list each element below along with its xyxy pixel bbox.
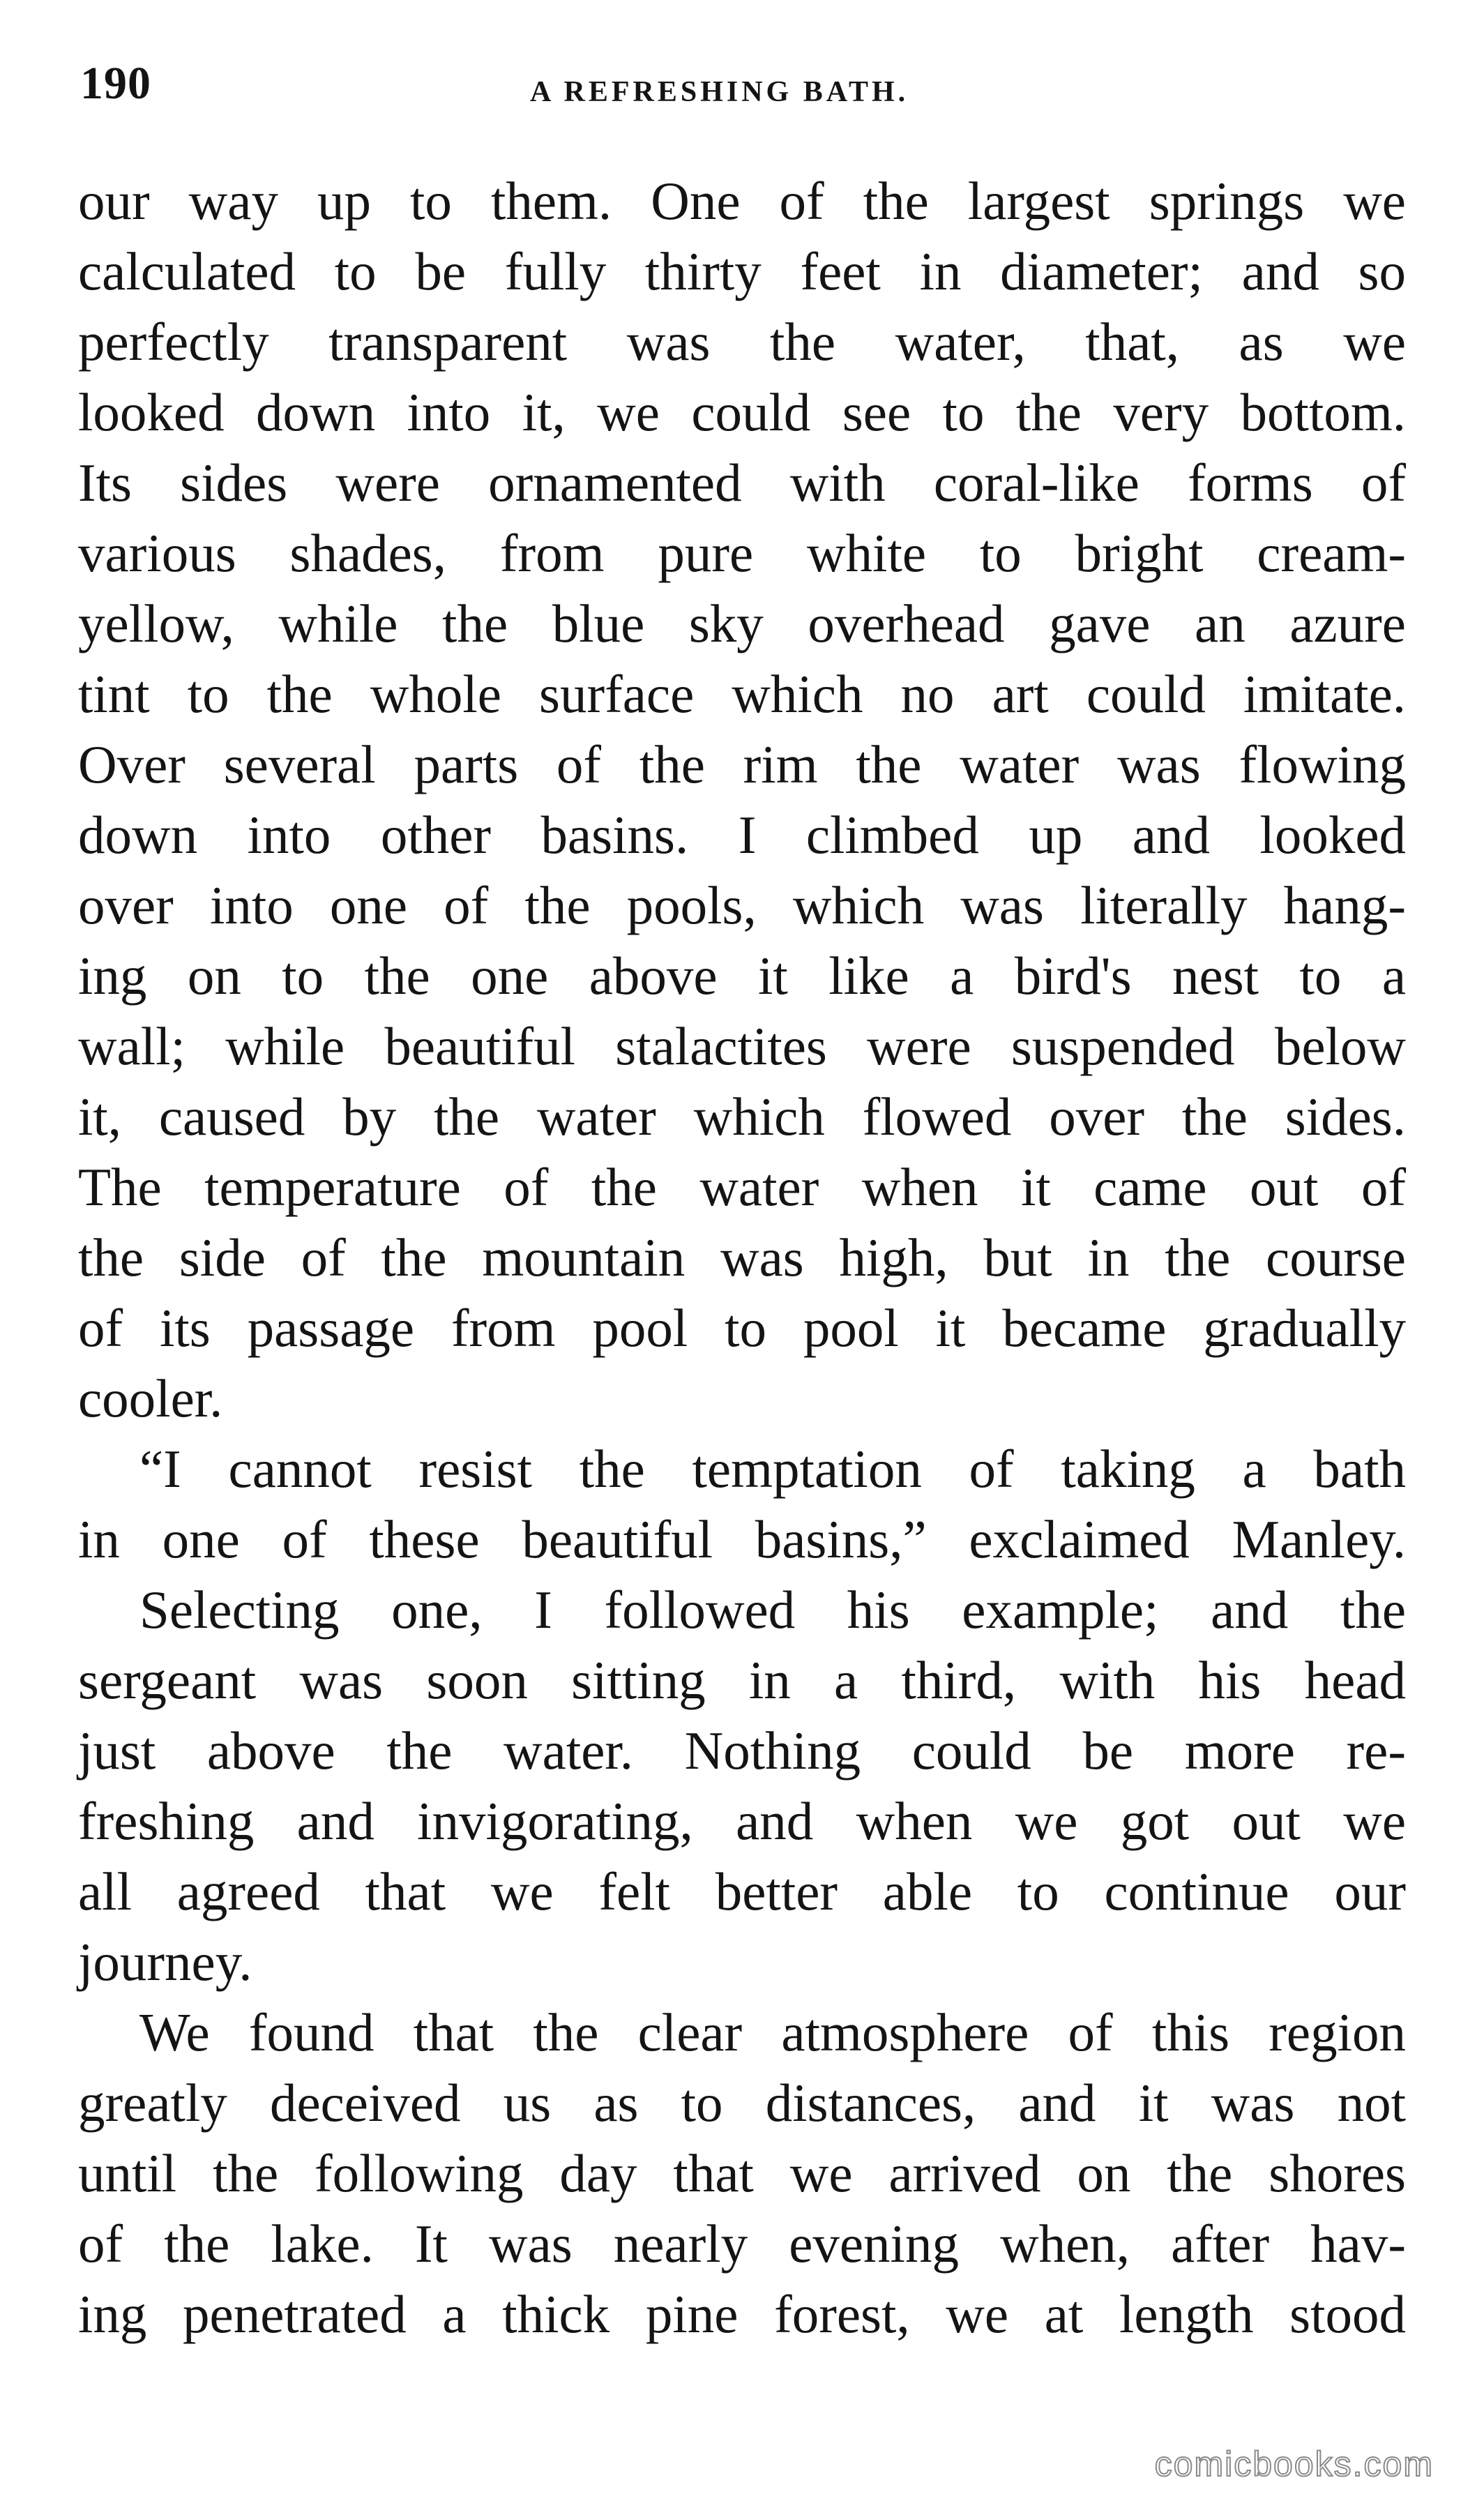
text-line: greatly deceived us as to distances, and it was not xyxy=(78,2073,1406,2133)
text-line: down into other basins. I climbed up and looked xyxy=(78,805,1406,865)
text-line: of its passage from pool to pool it became gradually xyxy=(78,1298,1406,1358)
text-line: just above the water. Nothing could be more re- xyxy=(78,1721,1406,1781)
text-line: ing on to the one above it like a bird's nest to a xyxy=(78,946,1406,1006)
text-line: freshing and invigorating, and when we got out we xyxy=(78,1791,1406,1851)
text-line: “I cannot resist the temptation of taking a bath xyxy=(139,1439,1406,1499)
text-line: in one of these beautiful basins,” exclaimed Manley. xyxy=(78,1509,1406,1569)
text-line: of the lake. It was nearly evening when, after hav- xyxy=(78,2214,1406,2274)
text-line: calculated to be fully thirty feet in diameter; and so xyxy=(78,241,1406,301)
text-line: perfectly transparent was the water, that, as we xyxy=(78,312,1406,372)
text-line: We found that the clear atmosphere of this region xyxy=(139,2002,1406,2062)
text-line: looked down into it, we could see to the very bottom. xyxy=(78,382,1406,442)
body-text xyxy=(78,166,1406,2350)
running-title: A REFRESHING BATH. xyxy=(530,76,909,108)
page-number: 190 xyxy=(80,58,151,109)
text-line: our way up to them. One of the largest springs we xyxy=(78,171,1406,231)
text-line: the side of the mountain was high, but in the course xyxy=(78,1227,1406,1287)
text-line: wall; while beautiful stalactites were suspended below xyxy=(78,1016,1406,1076)
text-line: Its sides were ornamented with coral-like forms of xyxy=(78,453,1406,513)
watermark: comicbooks.com xyxy=(1154,2445,1434,2484)
text-line: cooler. xyxy=(78,1368,223,1428)
text-line: all agreed that we felt better able to continue our xyxy=(78,1861,1406,1921)
text-line: Over several parts of the rim the water was flowing xyxy=(78,734,1406,794)
text-line: until the following day that we arrived on the shores xyxy=(78,2143,1406,2203)
text-line: sergeant was soon sitting in a third, with his head xyxy=(78,1650,1406,1710)
text-line: ing penetrated a thick pine forest, we at length stood xyxy=(78,2284,1406,2344)
text-line: over into one of the pools, which was literally hang- xyxy=(78,875,1406,935)
text-line: The temperature of the water when it came out of xyxy=(78,1157,1406,1217)
text-line: yellow, while the blue sky overhead gave an azure xyxy=(78,594,1406,653)
text-line: it, caused by the water which flowed over the sides. xyxy=(78,1087,1406,1147)
text-line: journey. xyxy=(78,1932,252,1992)
text-line: tint to the whole surface which no art could imitate. xyxy=(78,664,1406,724)
text-line: Selecting one, I followed his example; and the xyxy=(139,1580,1406,1640)
text-line: various shades, from pure white to bright cream- xyxy=(78,523,1406,583)
